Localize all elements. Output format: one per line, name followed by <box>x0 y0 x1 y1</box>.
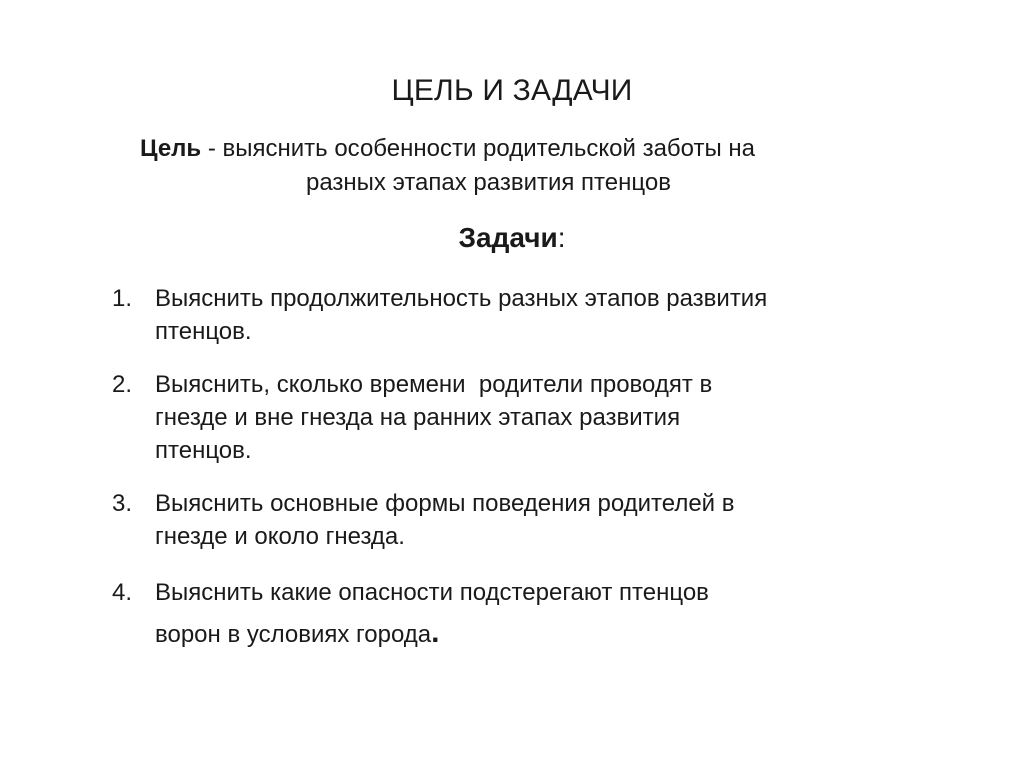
task-line: гнезде и около гнезда. <box>155 523 405 550</box>
task-item-1 <box>112 282 912 348</box>
task-number: 4. <box>112 579 133 606</box>
task-ending-period: . <box>431 616 440 649</box>
tasks-heading <box>0 222 1024 254</box>
goal-text-1: выяснить особенности родительской заботы на <box>222 135 756 162</box>
task-item-4 <box>112 573 912 655</box>
task-line: Выяснить продолжительность разных этапов развития <box>155 285 768 312</box>
task-item-3 <box>112 487 912 553</box>
goal-label: Цель <box>140 135 202 162</box>
task-line-wrap <box>155 613 912 655</box>
goal-text-2: разных этапах развития птенцов <box>306 169 671 196</box>
goal-line-1 <box>140 132 900 166</box>
task-line: Выяснить основные формы поведения родителей в <box>155 490 735 517</box>
tasks-heading-label: Задачи <box>458 222 558 253</box>
task-line: Выяснить какие опасности подстерегают птенцов <box>155 579 709 606</box>
task-number: 2. <box>112 371 133 398</box>
task-number: 1. <box>112 285 133 312</box>
goal-statement <box>140 132 900 200</box>
task-line: ворон в условиях города <box>155 621 432 648</box>
goal-separator: - <box>201 135 223 162</box>
task-line: гнезде и вне гнезда на ранних этапах развития <box>155 404 681 431</box>
task-line: птенцов. <box>155 437 252 464</box>
task-line: Выяснить, сколько времени родители проводят в <box>155 371 713 398</box>
slide-title: ЦЕЛЬ И ЗАДАЧИ <box>391 74 633 107</box>
task-list <box>112 282 912 675</box>
task-item-2 <box>112 368 912 467</box>
task-line: птенцов. <box>155 318 252 345</box>
tasks-heading-colon: : <box>557 222 566 253</box>
task-number: 3. <box>112 490 133 517</box>
